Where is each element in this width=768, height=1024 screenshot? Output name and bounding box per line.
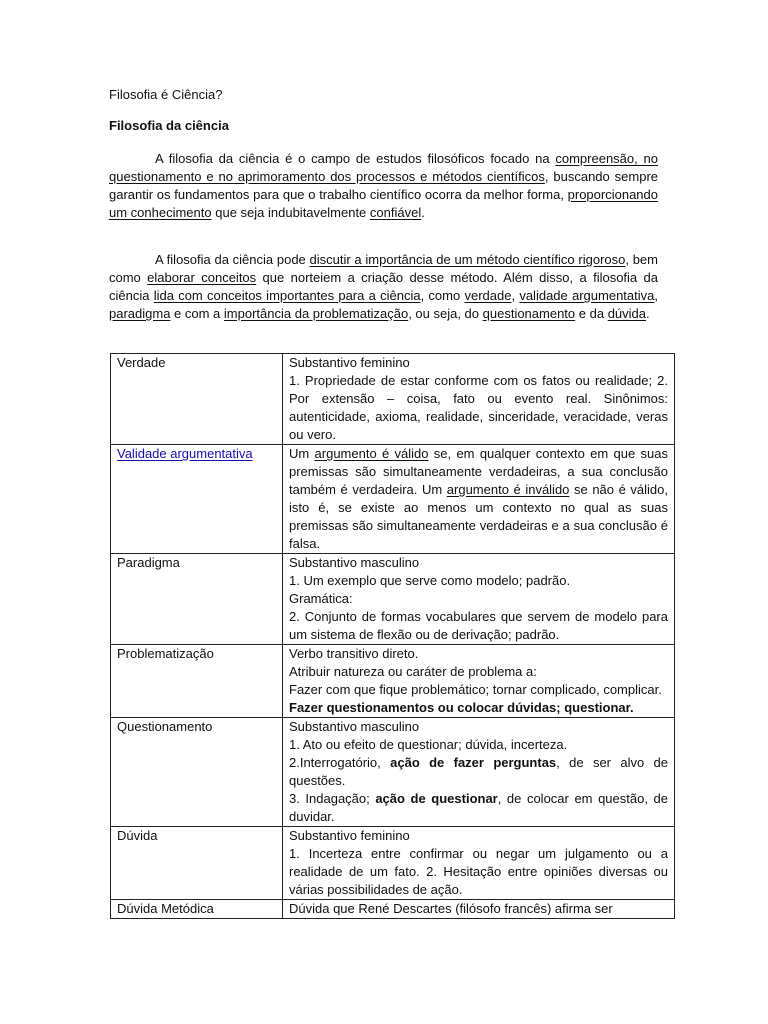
- definition-line: [289, 590, 668, 608]
- text-run: 2.Interrogatório,: [289, 755, 391, 770]
- underlined-text: dúvida: [607, 306, 646, 321]
- underlined-text: verdade: [464, 288, 512, 303]
- table-row: [111, 900, 675, 919]
- term-label: Verdade: [117, 355, 166, 370]
- text-run: 2. Conjunto de formas vocabulares que servem de modelo para um sistema de flexão ou de derivação; padrão.: [289, 609, 668, 642]
- underlined-text: lida com conceitos importantes para a ciência: [153, 288, 421, 303]
- table-row: [111, 554, 675, 645]
- text-run: se, em qualquer contexto em que suas premissas são simultaneamente verdadeiras, a sua conclusão também é verdadeira. Um: [289, 446, 668, 497]
- term-label: Paradigma: [117, 555, 180, 570]
- text-run: , ou seja, do: [408, 306, 483, 321]
- definition-line: [289, 827, 668, 845]
- text-run: Dúvida que René Descartes (filósofo francês) afirma ser: [289, 901, 613, 915]
- text-run: que norteiem a criação desse método. Além disso, a filosofia da ciência: [109, 270, 658, 303]
- definition-cell: [283, 445, 675, 554]
- text-run: Substantivo feminino: [289, 355, 410, 370]
- underlined-text: questionamento: [482, 306, 576, 321]
- definition-line: [289, 900, 668, 915]
- underlined-text: validade argumentativa: [519, 288, 655, 303]
- text-run: , como: [420, 288, 465, 303]
- underlined-text: elaborar conceitos: [147, 270, 257, 285]
- text-run: 1. Incerteza entre confirmar ou negar um julgamento ou a realidade de um fato. 2. Hesitação entre opiniões diversas ou várias possibilidades de ação.: [289, 846, 668, 897]
- table-row: [111, 827, 675, 900]
- text-run: A filosofia da ciência pode: [155, 252, 310, 267]
- underlined-text: proporcionando um conhecimento: [109, 187, 658, 220]
- text-run: Substantivo masculino: [289, 555, 420, 570]
- text-run: , de ser alvo de questões.: [289, 755, 669, 788]
- definition-cell: [283, 354, 675, 445]
- definition-line: [289, 790, 668, 826]
- underlined-text: argumento é válido: [314, 446, 429, 461]
- term-label: Questionamento: [117, 719, 213, 734]
- definition-line: [289, 354, 668, 372]
- definition-line: [289, 372, 668, 444]
- text-run: 1. Ato ou efeito de questionar; dúvida, incerteza.: [289, 737, 568, 752]
- text-run: , buscando sempre garantir os fundamentos para que o trabalho científico ocorra da melhor forma,: [109, 169, 658, 202]
- term-cell: [111, 354, 283, 445]
- definition-line: [289, 699, 668, 717]
- text-run: Substantivo masculino: [289, 719, 420, 734]
- term-cell: [111, 827, 283, 900]
- definition-line: [289, 445, 668, 553]
- table-row: [111, 445, 675, 554]
- text-run: , bem como: [109, 252, 658, 285]
- text-run: A filosofia da ciência é o campo de estudos filosóficos focado na: [155, 151, 556, 166]
- intro-paragraph: [109, 150, 658, 222]
- text-run: se não é válido, isto é, se existe ao menos um contexto no qual as suas premissas são simultaneamente verdadeiras e a sua conclusão é falsa.: [289, 482, 668, 551]
- text-run: ,: [654, 288, 659, 303]
- text-run: 1. Um exemplo que serve como modelo; padrão.: [289, 573, 571, 588]
- concepts-paragraph-text: [109, 252, 658, 321]
- underlined-text: argumento é inválido: [446, 482, 570, 497]
- definitions-table: [110, 353, 675, 919]
- definition-line: [289, 736, 668, 754]
- definition-line: [289, 754, 668, 790]
- text-run: .: [421, 205, 425, 220]
- text-run: Verbo transitivo direto.: [289, 646, 419, 661]
- term-link[interactable]: Validade argumentativa: [117, 446, 253, 461]
- text-run: , de colocar em questão, de duvidar.: [289, 791, 668, 824]
- concepts-paragraph: [109, 251, 658, 323]
- underlined-text: confiável: [369, 205, 422, 220]
- text-run: Atribuir natureza ou caráter de problema a:: [289, 664, 537, 679]
- section-heading: Filosofia da ciência: [109, 118, 229, 133]
- term-label: Dúvida: [117, 828, 158, 843]
- text-run: e com a: [170, 306, 224, 321]
- term-cell: [111, 645, 283, 718]
- bold-text: Fazer questionamentos ou colocar dúvidas; questionar.: [289, 700, 634, 715]
- definition-line: [289, 718, 668, 736]
- term-label: Dúvida Metódica: [117, 901, 214, 916]
- intro-paragraph-text: [109, 151, 658, 220]
- term-cell: [111, 718, 283, 827]
- text-run: ,: [511, 288, 520, 303]
- document-title: Filosofia é Ciência?: [109, 87, 223, 102]
- definition-line: [289, 572, 668, 590]
- definition-line: [289, 663, 668, 681]
- definition-line: [289, 608, 668, 644]
- text-run: Um: [289, 446, 315, 461]
- definition-cell: [283, 718, 675, 827]
- definition-cell: [283, 827, 675, 900]
- definition-line: [289, 845, 668, 899]
- table-row: [111, 718, 675, 827]
- bold-text: ação de questionar: [375, 791, 498, 806]
- table-row: [111, 645, 675, 718]
- definition-line: [289, 681, 668, 699]
- term-cell: [111, 445, 283, 554]
- text-run: Gramática:: [289, 591, 353, 606]
- text-run: 1. Propriedade de estar conforme com os fatos ou realidade; 2. Por extensão – coisa, fato ou evento real. Sinônimos: autenticidade, axioma, realidade, sinceridade, veracidade, veras ou vero.: [289, 373, 668, 442]
- definition-line: [289, 554, 668, 572]
- underlined-text: discutir a importância de um método científico rigoroso: [309, 252, 626, 267]
- definition-cell: [283, 554, 675, 645]
- term-label: Problematização: [117, 646, 214, 661]
- definition-cell: [283, 900, 675, 919]
- term-cell: [111, 900, 283, 919]
- text-run: e da: [575, 306, 608, 321]
- text-run: 3. Indagação;: [289, 791, 376, 806]
- bold-text: ação de fazer perguntas: [390, 755, 557, 770]
- underlined-text: paradigma: [109, 306, 171, 321]
- definition-cell: [283, 645, 675, 718]
- text-run: .: [646, 306, 650, 321]
- term-cell: [111, 554, 283, 645]
- text-run: Fazer com que fique problemático; tornar complicado, complicar.: [289, 682, 662, 697]
- definition-line: [289, 645, 668, 663]
- underlined-text: compreensão, no questionamento e no aprimoramento dos processos e métodos científicos: [109, 151, 658, 184]
- text-run: Substantivo feminino: [289, 828, 410, 843]
- text-run: que seja indubitavelmente: [211, 205, 370, 220]
- underlined-text: importância da problematização: [223, 306, 409, 321]
- table-row: [111, 354, 675, 445]
